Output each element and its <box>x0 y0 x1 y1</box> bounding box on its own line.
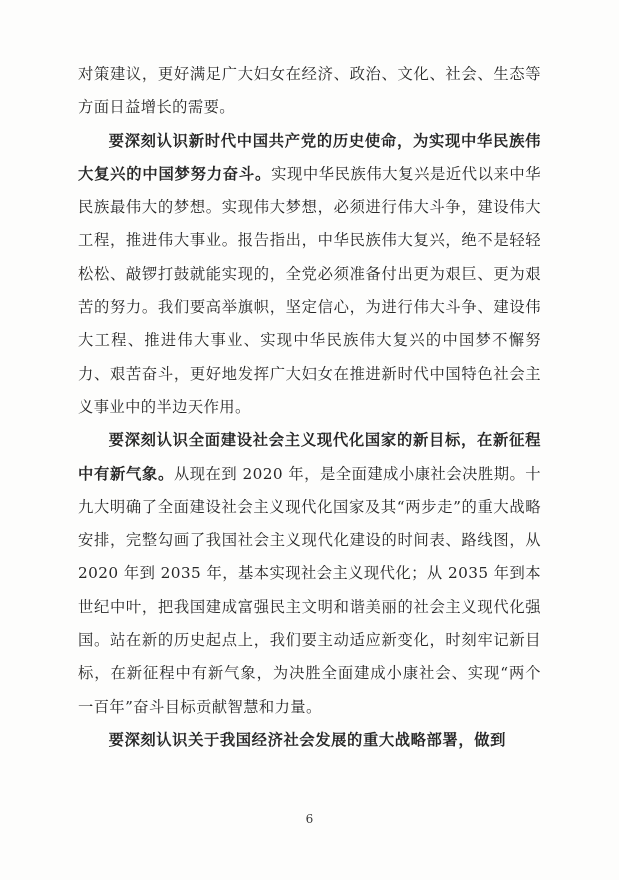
page-body <box>78 58 541 757</box>
paragraph-1 <box>78 58 541 125</box>
paragraph-3-lead: 要深刻认识全面建设社会主义现代化国家的新目标，在新征程中有新气象。 <box>78 431 541 483</box>
paragraph-1-text: 对策建议，更好满足广大妇女在经济、政治、文化、社会、生态等方面日益增长的需要。 <box>78 65 541 117</box>
page-number: 6 <box>305 812 314 826</box>
paragraph-2-text: 实现中华民族伟大复兴是近代以来中华民族最伟大的梦想。实现伟大梦想，必须进行伟大斗争，建设伟大工程，推进伟大事业。报告指出，中华民族伟大复兴，绝不是轻轻松松、敲锣打鼓就能实现的，全党必须准备付出更为艰巨、更为艰苦的努力。我们要高举旗帜，坚定信心，为进行伟大斗争、建设伟大工程、推进伟大事业、实现中华民族伟大复兴的中国梦不懈努力、艰苦奋斗，更好地发挥广大妇女在推进新时代中国特色社会主义事业中的半边天作用。 <box>78 164 541 416</box>
paragraph-2-lead: 要深刻认识新时代中国共产党的历史使命，为实现中华民族伟大复兴的中国梦努力奋斗。 <box>78 131 541 183</box>
paragraph-2 <box>78 125 541 425</box>
paragraph-4-lead: 要深刻认识关于我国经济社会发展的重大战略部署，做到 <box>108 730 507 749</box>
paragraph-3 <box>78 424 541 724</box>
paragraph-3-text: 从现在到 2020 年，是全面建成小康社会决胜期。十九大明确了全面建设社会主义现代化国家及其“两步走”的重大战略安排，完整勾画了我国社会主义现代化建设的时间表、路线图，从 2020 年到 2035 年，基本实现社会主义现代化；从 2035 年到本世纪中叶，把我国建成富强民主文明和谐美丽的社会主义现代化强国。站在新的历史起点上，我们要主动适应新变化，时刻牢记新目标，在新征程中有新气象，为决胜全面建成小康社会、实现“两个一百年”奋斗目标贡献智慧和力量。 <box>78 464 541 716</box>
paragraph-4 <box>78 724 541 757</box>
